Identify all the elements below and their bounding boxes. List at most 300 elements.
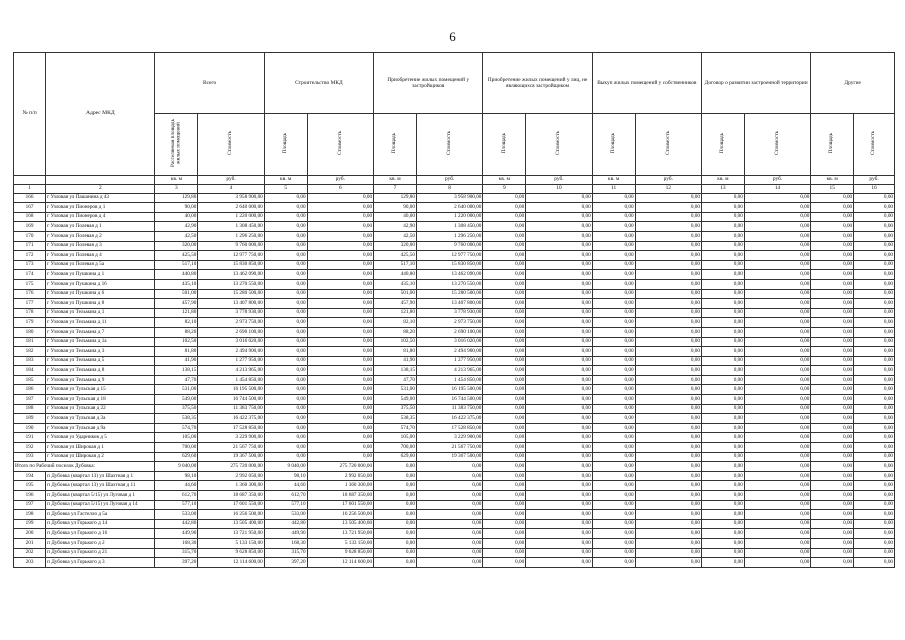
cell-cost: 0,00	[854, 222, 895, 232]
row-number: 168	[14, 212, 46, 222]
row-address: п Дубовка ул Гастелло д 5а	[46, 510, 155, 520]
cell-cost: 0,00	[744, 414, 810, 424]
cell-area: 0,00	[483, 212, 526, 222]
cell-area: 0,00	[701, 193, 744, 203]
cell-area: 90,00	[155, 203, 198, 213]
cell-cost: 0,00	[416, 471, 482, 481]
cell-area: 0,00	[483, 423, 526, 433]
row-number: 170	[14, 231, 46, 241]
cell-area: 0,00	[811, 433, 854, 443]
cell-cost: 12 114 600,00	[198, 558, 264, 568]
cell-cost: 0,00	[854, 337, 895, 347]
column-number: 11	[592, 184, 635, 193]
cell-cost: 4 213 965,00	[416, 366, 482, 376]
cell-cost: 0,00	[526, 299, 592, 309]
header-sub-area: Площадь	[374, 114, 417, 176]
cell-cost: 2 690 100,00	[198, 327, 264, 337]
column-number: 16	[854, 184, 895, 193]
table-row	[14, 327, 895, 337]
cell-area: 0,00	[811, 203, 854, 213]
cell-area: 0,00	[811, 385, 854, 395]
cell-area: 0,00	[811, 212, 854, 222]
cell-cost: 0,00	[635, 423, 701, 433]
header-sub-area: Площадь	[811, 114, 854, 176]
cell-cost: 1 277 950,00	[416, 356, 482, 366]
cell-cost: 0,00	[744, 327, 810, 337]
cell-area: 0,00	[483, 289, 526, 299]
row-address: г Узловая ул Полевая д 1	[46, 222, 155, 232]
cell-cost: 0,00	[744, 395, 810, 405]
cell-cost: 0,00	[526, 327, 592, 337]
cell-cost: 0,00	[526, 318, 592, 328]
cell-cost: 16 256 500,00	[198, 510, 264, 520]
cell-area: 0,00	[811, 462, 854, 472]
cell-area: 0,00	[264, 395, 307, 405]
cell-area: 0,00	[264, 337, 307, 347]
cell-cost: 0,00	[635, 462, 701, 472]
cell-area: 397,20	[155, 558, 198, 568]
cell-cost: 0,00	[307, 337, 373, 347]
cell-cost: 0,00	[307, 308, 373, 318]
cell-cost: 0,00	[744, 366, 810, 376]
row-number: 175	[14, 279, 46, 289]
cell-area: 88,20	[155, 327, 198, 337]
row-address: г Узловая ул Ударников д 5	[46, 433, 155, 443]
cell-cost: 0,00	[526, 433, 592, 443]
cell-cost: 0,00	[635, 212, 701, 222]
cell-area: 0,00	[264, 356, 307, 366]
cell-cost: 0,00	[854, 289, 895, 299]
cell-area: 0,00	[264, 452, 307, 462]
column-number: 13	[701, 184, 744, 193]
cell-cost: 0,00	[526, 423, 592, 433]
cell-area: 0,00	[592, 327, 635, 337]
header-sub-area: Площадь	[592, 114, 635, 176]
cell-cost: 0,00	[854, 558, 895, 568]
row-address: г Узловая ул Широкая д 1	[46, 443, 155, 453]
cell-area: 435,10	[155, 279, 198, 289]
cell-area: 0,00	[701, 491, 744, 501]
cell-area: 0,00	[701, 289, 744, 299]
header-sub-area: Расселяемая площадь жилых помещений	[155, 114, 198, 176]
cell-area: 0,00	[483, 500, 526, 510]
cell-area: 0,00	[701, 385, 744, 395]
cell-area: 0,00	[592, 299, 635, 309]
cell-cost: 3 016 020,00	[416, 337, 482, 347]
cell-cost: 0,00	[854, 231, 895, 241]
resettlement-table	[13, 52, 895, 568]
cell-area: 0,00	[701, 471, 744, 481]
cell-cost: 0,00	[854, 452, 895, 462]
table-row	[14, 471, 895, 481]
cell-area: 0,00	[701, 222, 744, 232]
cell-area: 549,00	[155, 395, 198, 405]
table-row	[14, 385, 895, 395]
units-cell: руб.	[854, 175, 895, 184]
row-number: 180	[14, 327, 46, 337]
row-number: 194	[14, 471, 46, 481]
cell-area: 0,00	[483, 279, 526, 289]
cell-cost: 0,00	[307, 404, 373, 414]
cell-area: 0,00	[811, 356, 854, 366]
cell-cost: 0,00	[635, 375, 701, 385]
cell-area: 0,00	[701, 241, 744, 251]
cell-cost: 0,00	[307, 299, 373, 309]
cell-cost: 1 220 000,00	[198, 212, 264, 222]
cell-area: 531,00	[155, 385, 198, 395]
units-cell: руб.	[744, 175, 810, 184]
cell-area: 533,00	[155, 510, 198, 520]
units-cell: кв. м	[374, 175, 417, 184]
units-cell: руб.	[416, 175, 482, 184]
cell-area: 0,00	[264, 203, 307, 213]
units-cell: кв. м	[592, 175, 635, 184]
cell-area: 0,00	[483, 299, 526, 309]
cell-area: 0,00	[483, 193, 526, 203]
cell-area: 0,00	[483, 337, 526, 347]
cell-area: 0,00	[483, 558, 526, 568]
cell-cost: 3 958 900,00	[416, 193, 482, 203]
cell-area: 0,00	[483, 510, 526, 520]
cell-area: 168,30	[155, 538, 198, 548]
cell-cost: 0,00	[307, 222, 373, 232]
cell-area: 0,00	[374, 471, 417, 481]
cell-area: 0,00	[701, 452, 744, 462]
cell-cost: 0,00	[744, 510, 810, 520]
cell-cost: 0,00	[854, 318, 895, 328]
row-address: п Дубовка ул Горького д 3	[46, 558, 155, 568]
header-sub-area: Площадь	[264, 114, 307, 176]
header-sub-cost: Стоимость	[854, 114, 895, 176]
cell-cost: 15 830 850,00	[198, 260, 264, 270]
cell-cost: 0,00	[416, 529, 482, 539]
cell-area: 0,00	[592, 279, 635, 289]
cell-cost: 0,00	[744, 299, 810, 309]
table-row	[14, 193, 895, 203]
cell-area: 0,00	[701, 395, 744, 405]
header-group-purchase-developers: Приобретение жилых помещений у застройщиков	[374, 53, 483, 114]
cell-cost: 16 422 375,00	[416, 414, 482, 424]
column-number: 3	[155, 184, 198, 193]
cell-cost: 12 977 750,00	[198, 251, 264, 261]
cell-area: 0,00	[592, 452, 635, 462]
cell-area: 0,00	[701, 270, 744, 280]
cell-cost: 0,00	[526, 519, 592, 529]
cell-area: 0,00	[592, 203, 635, 213]
cell-area: 0,00	[483, 433, 526, 443]
cell-cost: 0,00	[416, 491, 482, 501]
page-number: 6	[449, 29, 456, 44]
cell-cost: 0,00	[635, 538, 701, 548]
column-number: 4	[198, 184, 264, 193]
cell-cost: 0,00	[307, 414, 373, 424]
cell-cost: 0,00	[744, 443, 810, 453]
cell-cost: 0,00	[744, 279, 810, 289]
cell-area: 0,00	[483, 241, 526, 251]
cell-area: 531,00	[374, 385, 417, 395]
cell-cost: 0,00	[854, 404, 895, 414]
row-address: п Дубовка ул Горького д 14	[46, 519, 155, 529]
cell-area: 425,50	[374, 251, 417, 261]
cell-cost: 0,00	[635, 452, 701, 462]
cell-area: 533,00	[264, 510, 307, 520]
cell-cost: 0,00	[526, 462, 592, 472]
cell-cost: 5 133 150,00	[307, 538, 373, 548]
cell-cost: 13 270 550,00	[416, 279, 482, 289]
cell-area: 0,00	[701, 529, 744, 539]
cell-area: 0,00	[811, 366, 854, 376]
cell-cost: 0,00	[526, 337, 592, 347]
cell-area: 0,00	[264, 222, 307, 232]
cell-cost: 0,00	[854, 193, 895, 203]
cell-area: 0,00	[483, 538, 526, 548]
cell-cost: 1 360 300,00	[198, 481, 264, 491]
cell-cost: 0,00	[526, 385, 592, 395]
cell-area: 0,00	[592, 395, 635, 405]
cell-area: 629,60	[374, 452, 417, 462]
cell-area: 0,00	[701, 356, 744, 366]
cell-cost: 0,00	[526, 212, 592, 222]
cell-cost: 0,00	[854, 279, 895, 289]
cell-cost: 0,00	[854, 433, 895, 443]
cell-area: 0,00	[701, 558, 744, 568]
cell-cost: 1 308 450,00	[198, 222, 264, 232]
cell-cost: 0,00	[526, 395, 592, 405]
cell-cost: 2 640 000,00	[416, 203, 482, 213]
table-row	[14, 241, 895, 251]
row-number: 198	[14, 510, 46, 520]
cell-cost: 0,00	[526, 347, 592, 357]
cell-cost: 0,00	[744, 491, 810, 501]
cell-cost: 1 360 300,00	[307, 481, 373, 491]
cell-area: 0,00	[701, 366, 744, 376]
table-row	[14, 538, 895, 548]
cell-area: 629,60	[155, 452, 198, 462]
cell-cost: 0,00	[744, 404, 810, 414]
cell-cost: 0,00	[744, 481, 810, 491]
cell-area: 0,00	[483, 385, 526, 395]
cell-cost: 0,00	[307, 443, 373, 453]
cell-area: 0,00	[592, 375, 635, 385]
cell-area: 81,80	[155, 347, 198, 357]
cell-cost: 2 992 050,00	[307, 471, 373, 481]
cell-area: 0,00	[264, 260, 307, 270]
cell-cost: 16 256 500,00	[307, 510, 373, 520]
table-row	[14, 299, 895, 309]
cell-cost: 0,00	[635, 548, 701, 558]
cell-area: 574,70	[374, 423, 417, 433]
cell-cost: 18 687 350,00	[198, 491, 264, 501]
cell-area: 47,70	[155, 375, 198, 385]
header-sub-cost: Стоимость	[635, 114, 701, 176]
cell-area: 0,00	[811, 558, 854, 568]
row-number: 193	[14, 452, 46, 462]
cell-area: 0,00	[701, 414, 744, 424]
cell-area: 82,10	[374, 318, 417, 328]
cell-cost: 4 213 965,00	[198, 366, 264, 376]
cell-cost: 0,00	[635, 510, 701, 520]
cell-cost: 0,00	[854, 299, 895, 309]
cell-cost: 16 195 500,00	[416, 385, 482, 395]
header-group-construction: Строительство МКД	[264, 53, 373, 114]
cell-cost: 0,00	[416, 519, 482, 529]
cell-area: 105,00	[155, 433, 198, 443]
cell-cost: 0,00	[307, 327, 373, 337]
row-number: 178	[14, 308, 46, 318]
cell-area: 0,00	[264, 193, 307, 203]
table-row	[14, 452, 895, 462]
cell-cost: 0,00	[744, 548, 810, 558]
cell-area: 0,00	[483, 270, 526, 280]
cell-area: 612,70	[264, 491, 307, 501]
table-row	[14, 308, 895, 318]
cell-area: 0,00	[374, 500, 417, 510]
cell-area: 0,00	[811, 481, 854, 491]
cell-cost: 0,00	[635, 558, 701, 568]
cell-cost: 0,00	[854, 347, 895, 357]
cell-area: 0,00	[264, 289, 307, 299]
cell-cost: 0,00	[307, 260, 373, 270]
cell-area: 397,20	[264, 558, 307, 568]
cell-area: 442,80	[155, 519, 198, 529]
table-row	[14, 279, 895, 289]
column-number: 6	[307, 184, 373, 193]
cell-area: 0,00	[592, 318, 635, 328]
units-cell: руб.	[307, 175, 373, 184]
cell-cost: 17 528 850,00	[416, 423, 482, 433]
cell-area: 0,00	[592, 385, 635, 395]
cell-area: 0,00	[811, 404, 854, 414]
cell-cost: 0,00	[854, 491, 895, 501]
cell-area: 457,90	[374, 299, 417, 309]
cell-area: 0,00	[264, 347, 307, 357]
cell-cost: 0,00	[307, 241, 373, 251]
cell-cost: 0,00	[635, 491, 701, 501]
cell-cost: 2 640 000,00	[198, 203, 264, 213]
cell-cost: 16 195 500,00	[198, 385, 264, 395]
cell-cost: 0,00	[854, 251, 895, 261]
row-address: г Узловая ул Тельмана д 1	[46, 308, 155, 318]
row-address: г Узловая ул Тельмана д 7	[46, 327, 155, 337]
cell-cost: 0,00	[635, 500, 701, 510]
cell-cost: 0,00	[526, 270, 592, 280]
cell-area: 121,80	[374, 308, 417, 318]
cell-area: 577,10	[264, 500, 307, 510]
cell-cost: 2 992 050,00	[198, 471, 264, 481]
cell-area: 129,80	[374, 193, 417, 203]
cell-cost: 1 220 000,00	[416, 212, 482, 222]
row-address: г Узловая ул Пашанина д 43	[46, 193, 155, 203]
row-number: 201	[14, 538, 46, 548]
row-address: г Узловая ул Тульская д 9а	[46, 423, 155, 433]
cell-area: 0,00	[811, 289, 854, 299]
cell-cost: 0,00	[635, 481, 701, 491]
cell-area: 0,00	[811, 500, 854, 510]
cell-area: 0,00	[264, 404, 307, 414]
row-number: 166	[14, 193, 46, 203]
table-row	[14, 500, 895, 510]
cell-cost: 0,00	[635, 308, 701, 318]
cell-area: 0,00	[811, 327, 854, 337]
cell-cost: 0,00	[854, 443, 895, 453]
cell-area: 0,00	[701, 548, 744, 558]
cell-cost: 0,00	[744, 462, 810, 472]
cell-area: 0,00	[374, 519, 417, 529]
cell-area: 0,00	[811, 414, 854, 424]
cell-cost: 0,00	[526, 500, 592, 510]
cell-cost: 0,00	[635, 395, 701, 405]
table-row	[14, 548, 895, 558]
cell-cost: 0,00	[416, 510, 482, 520]
table-row	[14, 529, 895, 539]
row-address: г Узловая ул Полевая д 2	[46, 231, 155, 241]
cell-cost: 2 973 750,00	[416, 318, 482, 328]
cell-area: 0,00	[592, 423, 635, 433]
row-address: п Дубовка ул Горького д 2	[46, 538, 155, 548]
table-row	[14, 260, 895, 270]
cell-area: 0,00	[592, 270, 635, 280]
header-sub-cost: Стоимость	[526, 114, 592, 176]
cell-cost: 17 528 850,00	[198, 423, 264, 433]
row-number: 183	[14, 356, 46, 366]
cell-cost: 0,00	[635, 433, 701, 443]
table-row	[14, 366, 895, 376]
cell-area: 0,00	[592, 500, 635, 510]
column-number: 14	[744, 184, 810, 193]
cell-area: 0,00	[483, 481, 526, 491]
cell-area: 0,00	[483, 356, 526, 366]
cell-area: 0,00	[483, 366, 526, 376]
cell-area: 0,00	[592, 212, 635, 222]
cell-area: 0,00	[811, 423, 854, 433]
cell-area: 0,00	[264, 327, 307, 337]
units-cell: руб.	[526, 175, 592, 184]
cell-cost: 0,00	[744, 347, 810, 357]
cell-area: 0,00	[701, 423, 744, 433]
cell-area: 0,00	[264, 212, 307, 222]
cell-cost: 0,00	[744, 519, 810, 529]
column-number: 10	[526, 184, 592, 193]
cell-cost: 0,00	[635, 260, 701, 270]
cell-area: 0,00	[811, 318, 854, 328]
units-cell	[46, 175, 155, 184]
header-sub-cost: Стоимость	[416, 114, 482, 176]
cell-cost: 19 367 500,00	[198, 452, 264, 462]
cell-area: 0,00	[592, 193, 635, 203]
cell-cost: 0,00	[635, 529, 701, 539]
cell-cost: 5 133 150,00	[198, 538, 264, 548]
cell-cost: 0,00	[307, 395, 373, 405]
cell-area: 320,00	[374, 241, 417, 251]
cell-cost: 3 016 020,00	[198, 337, 264, 347]
cell-area: 0,00	[592, 347, 635, 357]
cell-area: 41,90	[374, 356, 417, 366]
cell-area: 41,90	[155, 356, 198, 366]
row-number: 197	[14, 500, 46, 510]
cell-area: 0,00	[374, 529, 417, 539]
row-number: 167	[14, 203, 46, 213]
header-col-number: № п/п	[14, 53, 46, 176]
cell-area: 0,00	[592, 481, 635, 491]
cell-area: 0,00	[483, 548, 526, 558]
cell-cost: 0,00	[635, 193, 701, 203]
row-number: 191	[14, 433, 46, 443]
cell-cost: 0,00	[744, 289, 810, 299]
cell-cost: 0,00	[416, 462, 482, 472]
cell-cost: 0,00	[854, 356, 895, 366]
cell-area: 0,00	[811, 222, 854, 232]
cell-area: 0,00	[264, 385, 307, 395]
